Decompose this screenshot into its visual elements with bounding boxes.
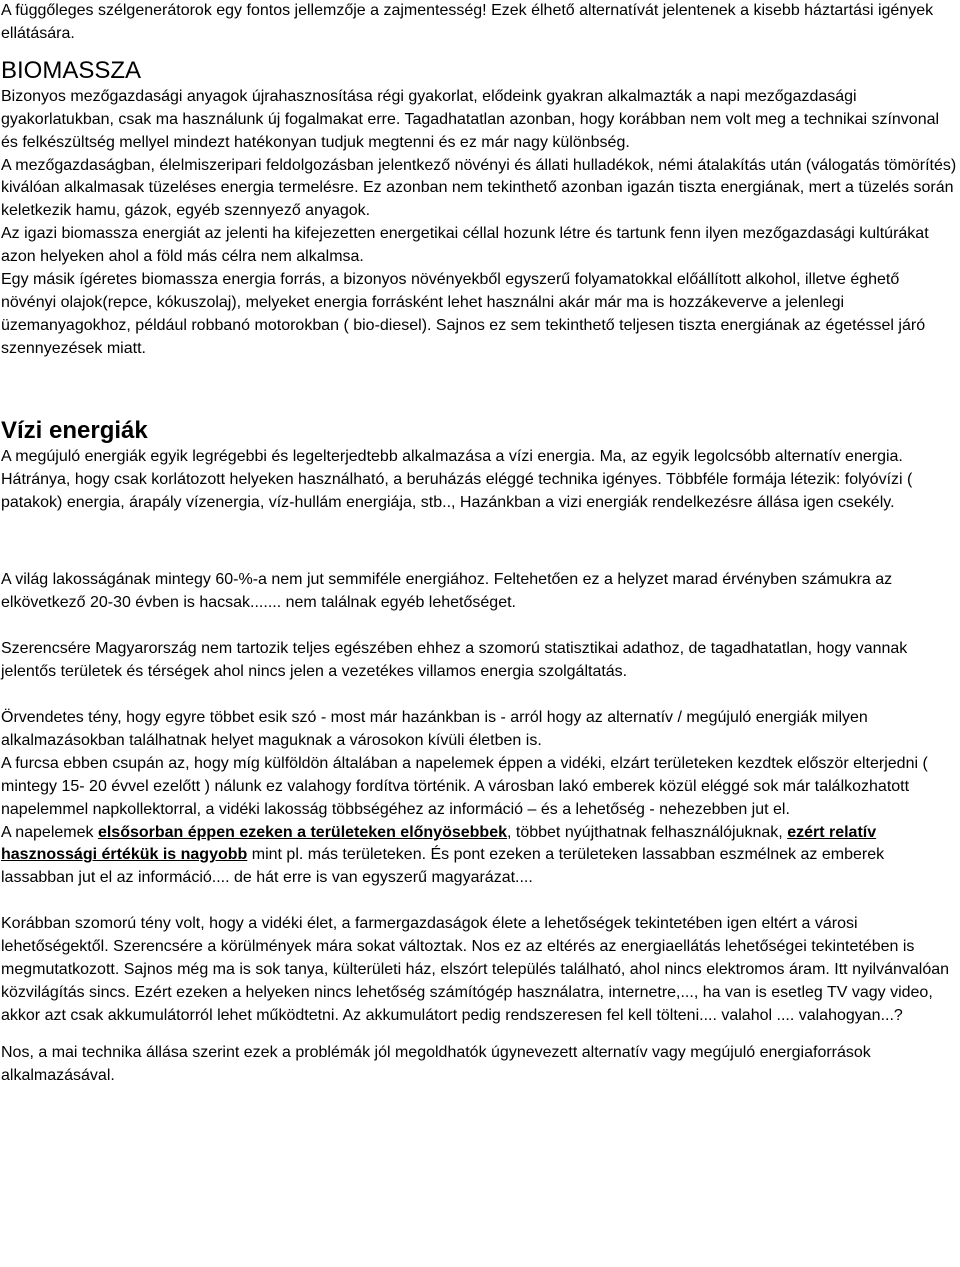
szerencsere-paragraph: Szerencsére Magyarország nem tartozik teljes egészében ehhez a szomorú statisztikai adathoz, de tagadhatatlan, hogy vannak jelentős területek és térségek ahol nincs jelen a vezetékes villamos energia szolgáltatás.	[1, 640, 908, 681]
spacer	[1, 46, 958, 56]
vizi-paragraph: A megújuló energiák egyik legrégebbi és legelterjedtebb alkalmazása a vízi energia. Ma, az egyik legolcsóbb alternatív energia. Hátránya, hogy csak korlátozott helyeken használható, a beruházás eléggé technika igényes. Többféle formája létezik: folyóvízi ( patakok) energia, árapály vízenergia, víz-hullám energiája, stb.., Hazánkban a vizi energiák rendelkezésre állása igen csekély.	[1, 447, 913, 511]
emphasis-text: elsősorban éppen ezeken a területeken előnyösebbek	[97, 823, 507, 841]
biomassza-paragraph-1: Bizonyos mezőgazdasági anyagok újrahasznosítása régi gyakorlat, elődeink gyakran alkalmazták a napi mezőgazdasági gyakorlatukban, csak ma használunk új fogalmakat erre. Tagadhatatlan azonban, hogy korábban nem volt meg a technikai színvonal és felkészültség mellyel mindezt hatékonyan tudjuk megtenni és ez már nagy különbség.	[1, 87, 940, 151]
spacer	[1, 1028, 958, 1042]
text-run: , többet nyújthatnak felhasználójuknak,	[507, 823, 788, 841]
nos-paragraph: Nos, a mai technika állása szerint ezek a problémák jól megoldhatók úgynevezett alternatív vagy megújuló energiaforrások alkalmazásával.	[1, 1043, 871, 1084]
orvendetes-paragraph-2: A furcsa ebben csupán az, hogy míg külföldön általában a napelemek éppen a vidéki, elzárt területeken kezdtek először elterjedni ( mintegy 15- 20 évvel ezelőtt ) nálunk ez valahogy fordítva történik. A városban lakó emberek közül eléggé sok már találkozhatott napelemmel napkollektorral, a vidéki lakosság többségéhez az információ – és a lehetőség - nehezebben jut el.	[1, 754, 928, 818]
spacer	[1, 514, 958, 569]
biomassza-paragraph-3: Az igazi biomassza energiát az jelenti ha kifejezetten energetikai céllal hozunk létre és tartunk fenn ilyen mezőgazdasági kultúrákat azon helyeken ahol a föld más célra nem alkalmsa.	[1, 225, 929, 266]
spacer	[1, 615, 958, 638]
vilag-paragraph: A világ lakosságának mintegy 60-%-a nem jut semmiféle energiához. Feltehetően ez a helyzet marad érvényben számukra az elkövetkező 20-30 évben is hacsak....... nem találnak egyéb lehetőséget.	[1, 571, 893, 612]
text-run: A napelemek	[1, 823, 98, 841]
orvendetes-paragraph-3	[1, 822, 958, 891]
biomassza-heading: BIOMASSZA	[1, 56, 142, 84]
orvendetes-paragraph-1: Örvendetes tény, hogy egyre többet esik szó - most már hazánkban is - arról hogy az alternatív / megújuló energiák milyen alkalmazásokban találhatnak helyet maguknak a városokon kívüli életben is.	[1, 709, 868, 749]
vizi-heading: Vízi energiák	[1, 416, 148, 444]
intro-paragraph: A függőleges szélgenerátorok egy fontos jellemzője a zajmentesség! Ezek élhető alternatívát jelentenek a kisebb háztartási igények ellátására.	[1, 2, 934, 42]
emphasis-text: ezért relatív hasznossági értékük is nagyobb	[1, 823, 877, 864]
spacer	[1, 684, 958, 707]
korabban-paragraph: Korábban szomorú tény volt, hogy a vidéki élet, a farmergazdaságok élete a lehetőségek tekintetében igen eltért a városi lehetőségektől. Szerencsére a körülmények mára sokat változtak. Nos ez az eltérés az energiaellátás lehetőségei tekintetében is megmutatkozott. Sajnos még ma is sok tanya, külterületi ház, elszórt település található, ahol nincs elektromos áram. Itt nyilvánvalóan közvilágítás sincs. Ezért ezeken a helyeken nincs lehetőség számítógép használatra, internetre,..., ha van is esetleg TV vagy video, akkor azt csak akkumulátorról lehet működtetni. Az akkumulátort pedig rendszeresen fel kell tölteni.... valahol .... valahogyan...?	[1, 915, 950, 1024]
spacer	[1, 890, 958, 913]
text-run: mint pl. más területeken. És pont ezeken a területeken lassabban eszmélnek az emberek lassabban jut el az információ.... de hát erre is van egyszerű magyarázat....	[1, 846, 885, 887]
biomassza-paragraph-2: A mezőgazdaságban, élelmiszeripari feldolgozásban jelentkező növényi és állati hulladékok, némi átalakítás után (válogatás tömörítés) kiválóan alkalmasak tüzeléses energia termelésre. Ez azonban nem tekinthető azonban igazán tiszta energiának, mert a tüzelés során keletkezik hamu, gázok, egyéb szennyező anyagok.	[1, 156, 957, 220]
spacer	[1, 361, 958, 416]
biomassza-paragraph-4: Egy másik ígéretes biomassza energia forrás, a bizonyos növényekből egyszerű folyamatokkal előállított alkohol, illetve éghető növényi olajok(repce, kókuszolaj), melyeket energia forrásként lehet használni akár már ma is hozzákeverve a jelenlegi üzemanyagokhoz, például robbanó motorokban ( bio-diesel). Sajnos ez sem tekinthető teljesen tiszta energiának az égetéssel járó szennyezések miatt.	[1, 271, 926, 357]
